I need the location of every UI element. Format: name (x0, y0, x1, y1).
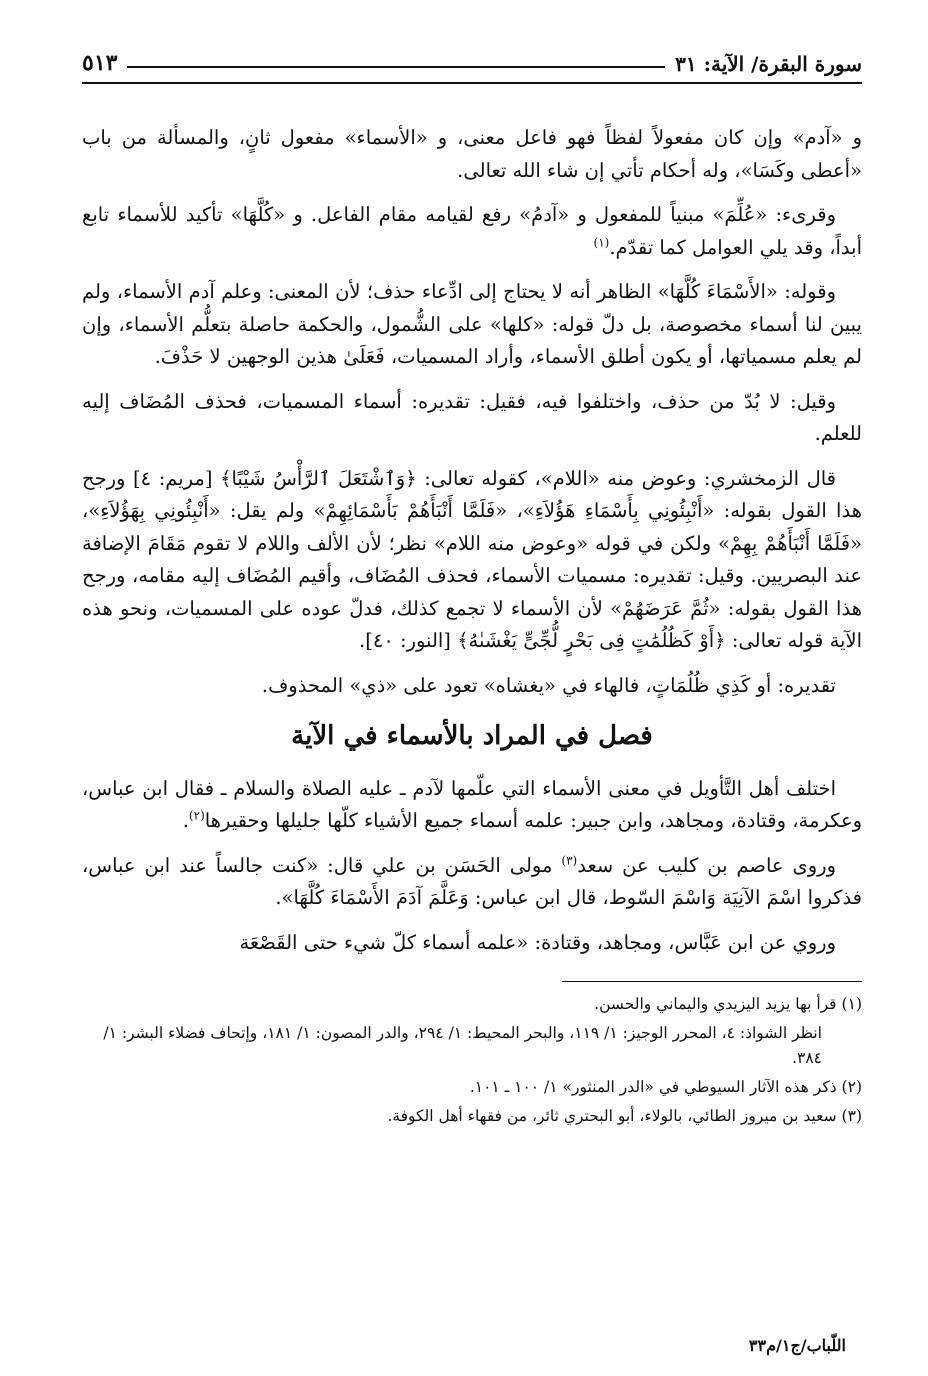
paragraph: وقوله: «الأَسْمَاءَ كُلَّهَا» الظاهر أنه لا يحتاج إلى ادِّعاء حذف؛ لأن المعنى: وعلم آدم الأسماء، ولم يبين لنا أسماء مخصوصة، بل دلّ قوله: «كلها» على الشُّمول، والحكمة حاصلة بتعلُّم الأسماء، وإن لم يعلم مسمياتها، أو يكون أطلق الأسماء، وأراد المسميات، فَعَلَىٰ هذين الوجهين لا حَذْفَ. (82, 280, 862, 368)
footnote (82, 1021, 862, 1071)
footnote-rule (562, 981, 862, 982)
footnote-mark: (٢) (188, 808, 205, 823)
paragraph-text: مولى الحَسَن بن علي قال: «كنت جالساً عند ابن عباس، فذكروا اسْمَ الآنِيَة وَاسْمَ السّوط، قال ابن عباس: وَعَلَّمَ آدَمَ الأَسْمَاءَ كُلَّهَا». (82, 853, 862, 909)
section-heading: فصل في المراد بالأسماء في الآية (291, 721, 653, 751)
footnotes (82, 992, 862, 1129)
footnote-mark: (٣) (561, 853, 578, 867)
paragraph (82, 199, 862, 264)
footnote (82, 1075, 862, 1100)
paragraph: و «آدم» وإن كان مفعولاً لفظاً فهو فاعل معنى، و «الأسماء» مفعول ثانٍ، والمسألة من باب «أعطى وكَسَا»، وله أحكام تأتي إن شاء الله تعالى. (82, 126, 862, 182)
header-rule (82, 82, 862, 84)
page-header (82, 40, 862, 80)
paragraph-text: وروى عاصم بن كليب عن سعد (577, 853, 836, 877)
paragraph: وروي عن ابن عَبَّاس، ومجاهد، وقتادة: «علمه أسماء كلّ شيء حتى القَصْعَة (239, 930, 836, 954)
footnote-text: انظر الشواذ: ٤، المحرر الوجيز: ١/ ١١٩، والبحر المحيط: ١/ ٢٩٤، والدر المصون: ١/ ١٨١، وإتحاف فضلاء البشر: ١/ ٣٨٤. (103, 1024, 822, 1067)
footnote-text: ذكر هذه الآثار السيوطي في «الدر المنثور» ١/ ١٠٠ ـ ١٠١. (469, 1078, 837, 1096)
footnote-number: (٣) (841, 1107, 862, 1125)
paragraph: تقديره: أو كَذِي ظُلُمَاتٍ، فالهاء في «يغشاه» تعود على «ذي» المحذوف. (261, 673, 836, 697)
running-title: سورة البقرة/ الآية: ٣١ (675, 52, 862, 76)
paragraph-text: وقرىء: «عُلِّمَ» مبنياً للمفعول و «آدمُ» رفع لقيامه مقام الفاعل. و «كُلَّهَا» تأكيد للأسماء تابع أبداً، وقد يلي العوامل كما تقدّم. (82, 203, 862, 259)
paragraph-text: اختلف أهل التَّأويل في معنى الأسماء التي علّمها لآدم ـ عليه الصلاة والسلام ـ فقال ابن عباس، وعكرمة، وقتادة، ومجاهد، وابن جبير: علمه أسماء جميع الأشياء كلّها جليلها وحقيرها (82, 776, 862, 832)
page (82, 40, 862, 1133)
paragraph: اختلف أهل التَّأويل في معنى الأسماء التي علّمها لآدم ـ عليه الصلاة والسلام ـ فقال ابن عباس، وعكرمة، وقتادة، ومجاهد، وابن جبير: علمه أسماء جميع الأشياء كلّها جليلها وحقيرها$^{(٢)}$. (82, 776, 862, 832)
printer-signature: اللّباب/ج١/م٣٣ (748, 1336, 846, 1355)
footnote-mark: (١) (593, 235, 610, 249)
paragraph (82, 850, 862, 915)
footnote (82, 992, 862, 1017)
main-text (82, 122, 862, 959)
footnote (82, 1104, 862, 1129)
footnote-text: قرأ بها يزيد اليزيدي واليماني والحسن. (594, 995, 837, 1013)
paragraph: قال الزمخشري: وعوض منه «اللام»، كقوله تعالى: ﴿وَٱشْتَعَلَ ٱلرَّأْسُ شَيْبًا﴾ [مريم: ٤] ورجح هذا القول بقوله: «أَنْبِئُونِي بِأَسْمَاءِ هَؤُلاَءِ»، «فَلَمَّا أَنْبَأَهُمْ بَأَسْمَائِهِمْ» ولم يقل: «أَنْبِئُونِي بِهَؤُلاَءِ»، «فَلَمَّا أَنْبَأَهُمْ بِهِمْ» ولكن في قوله «وعوض منه اللام» نظر؛ لأن الألف واللام لا تقوم مَقَامَ الإضافة عند البصريين. وقيل: تقديره: مسميات الأسماء، فحذف المُضَاف، وأقيم المُضَاف إليه مقامه، ورجح هذا القول بقوله: «ثُمَّ عَرَضَهُمْ» لأن الأسماء لا تجمع كذلك، فدلّ عوده على المسميات، ونحو هذه الآية قوله تعالى: ﴿أَوْ كَظُلُمَٰتٍ فِى بَحْرٍ لُّجِّىٍّ يَغْشَىٰهُ﴾ [النور: ٤٠]. (82, 466, 862, 652)
footnote-number: (٢) (841, 1078, 862, 1096)
paragraph: وقيل: لا بُدّ من حذف، واختلفوا فيه، فقيل: تقديره: أسماء المسميات، فحذف المُضَاف إليه للعلم. (82, 389, 862, 445)
footnote-text: سعيد بن ميروز الطائي، بالولاء، أبو البحتري ثائر، من فقهاء أهل الكوفة. (387, 1107, 837, 1125)
header-line (127, 66, 665, 68)
page-number: ٥١٣ (82, 50, 118, 76)
footnote-number: (١) (841, 995, 862, 1013)
